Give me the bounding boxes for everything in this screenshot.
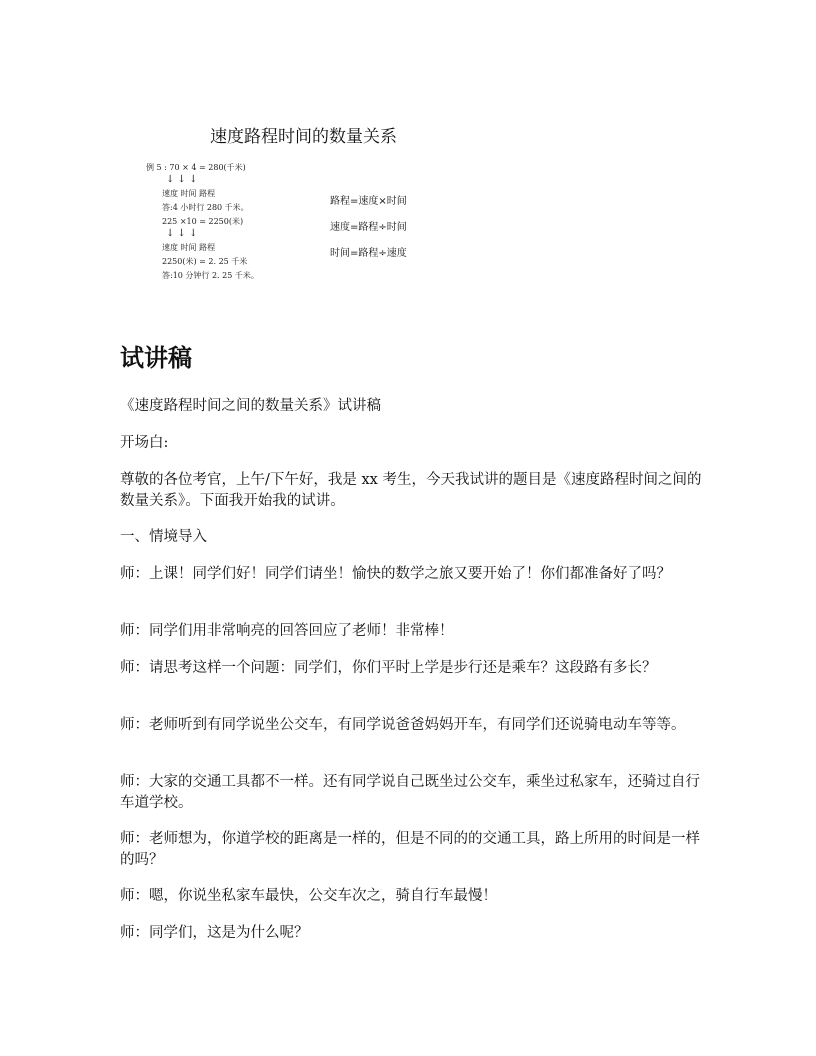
example-line: 速度 时间 路程 — [162, 243, 216, 252]
formula-distance: 路程=速度×时间 — [330, 196, 407, 207]
paragraph-greeting: 尊敬的各位考官，上午/下午好，我是 xx 考生，今天我试讲的题目是《速度路程时间之间的数量关系》。下面我开始我的试讲。 — [120, 472, 702, 509]
formula-figure — [140, 118, 440, 288]
dialogue-paragraph: 师：上课！同学们好！同学们请坐！愉快的数学之旅又要开始了！你们都准备好了吗？ — [120, 566, 671, 582]
dialogue-paragraph: 师：请思考这样一个问题：同学们，你们平时上学是步行还是乘车？这段路有多长？ — [120, 660, 657, 676]
dialogue-paragraph: 师：同学们，这是为什么呢？ — [120, 925, 309, 941]
paragraph-opening-label: 开场白: — [120, 435, 169, 451]
formula-speed: 速度=路程÷时间 — [330, 222, 407, 233]
dialogue-paragraph: 师：同学们用非常响亮的回答回应了老师！非常棒！ — [120, 623, 454, 639]
page-heading: 试讲稿 — [120, 344, 192, 372]
arrow-row: ↓ ↓ ↓ — [166, 174, 198, 185]
dialogue-paragraph: 师：老师听到有同学说坐公交车，有同学说爸爸妈妈开车，有同学们还说骑电动车等等。 — [120, 717, 686, 733]
figure-title: 速度路程时间的数量关系 — [210, 127, 397, 147]
example-line: 例 5 : 70 × 4 = 280(千米) — [146, 163, 246, 172]
dialogue-paragraph: 师：大家的交通工具都不一样。还有同学说自己既坐过公交车，乘坐过私家车，还骑过自行车道学校。 — [120, 774, 700, 811]
example-line: 2250(米) = 2. 25 千米 — [162, 257, 248, 266]
section-heading-intro: 一、情境导入 — [120, 529, 207, 545]
example-line: 225 ×10 = 2250(米) — [162, 217, 244, 226]
paragraph-title: 《速度路程时间之间的数量关系》试讲稿 — [120, 398, 381, 414]
example-line: 速度 时间 路程 — [162, 189, 216, 198]
example-line: 答:10 分钟行 2. 25 千米。 — [162, 271, 259, 280]
example-line: 答:4 小时行 280 千米。 — [162, 203, 249, 212]
dialogue-paragraph: 师：老师想为，你道学校的距离是一样的，但是不同的的交通工具，路上所用的时间是一样的吗？ — [120, 831, 700, 868]
dialogue-paragraph: 师：嗯，你说坐私家车最快，公交车次之，骑自行车最慢！ — [120, 888, 497, 904]
arrow-row: ↓ ↓ ↓ — [166, 228, 198, 239]
formula-time: 时间=路程÷速度 — [330, 248, 407, 259]
